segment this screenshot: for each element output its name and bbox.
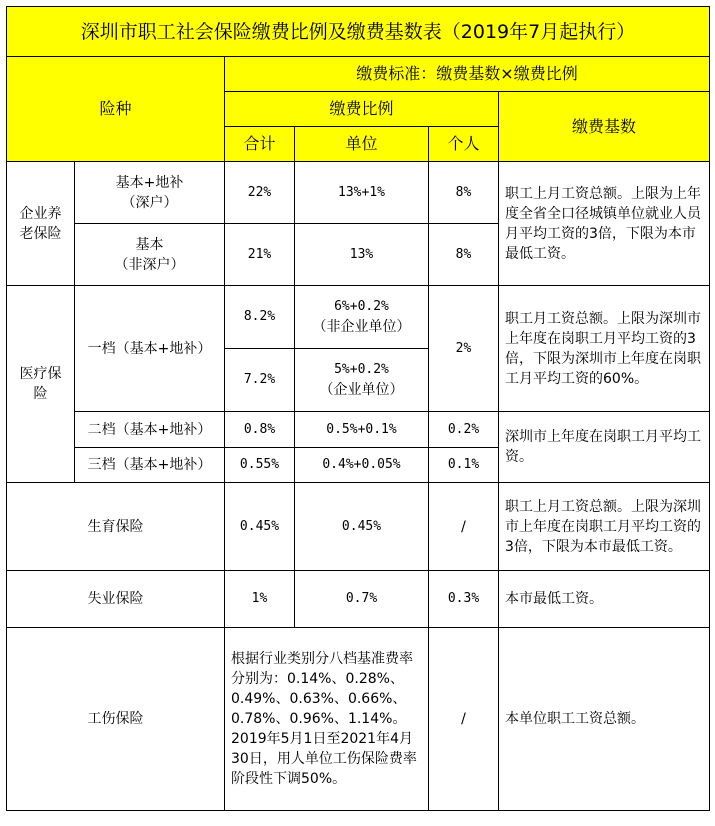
pension-2-total: 21% xyxy=(225,224,295,286)
pension-label-line2: 老保险 xyxy=(19,225,62,242)
total-header: 合计 xyxy=(225,127,295,162)
standard-header: 缴费标准：缴费基数×缴费比例 xyxy=(225,57,710,92)
pension-label xyxy=(7,162,75,286)
injury-label: 工伤保险 xyxy=(7,628,225,811)
pension-sub-2 xyxy=(75,224,225,286)
medical-tier1-r2-total: 7.2% xyxy=(225,349,295,412)
medical-tier1-r2-employer-line2: （企业单位） xyxy=(319,382,404,398)
medical-tier1-label: 一档（基本+地补） xyxy=(75,286,225,412)
maternity-employer: 0.45% xyxy=(295,483,429,571)
table-title: 深圳市职工社会保险缴费比例及缴费基数表（2019年7月起执行） xyxy=(7,7,710,57)
injury-base: 本单位职工工资总额。 xyxy=(499,628,710,811)
injury-individual: / xyxy=(429,628,499,811)
maternity-total: 0.45% xyxy=(225,483,295,571)
medical-tier1-r1-employer-line2: （非企业单位） xyxy=(312,319,411,335)
medical-tier23-base: 深圳市上年度在岗职工月平均工资。 xyxy=(499,412,710,483)
employer-header: 单位 xyxy=(295,127,429,162)
individual-header: 个人 xyxy=(429,127,499,162)
header-row-1 xyxy=(7,57,710,92)
injury-ratio-text: 根据行业类别分八档基准费率分别为：0.14%、0.28%、0.49%、0.63%、0.66%、0.78%、0.96%、1.14%。2019年5月1日至2021年4月30日，用人单位工伤保险费率阶段性下调50%。 xyxy=(225,628,429,811)
pension-1-employer: 13%+1% xyxy=(295,162,429,224)
base-header: 缴费基数 xyxy=(499,92,710,162)
unemployment-individual: 0.3% xyxy=(429,571,499,628)
medical-tier1-r2-employer-line1: 5%+0.2% xyxy=(334,362,389,377)
maternity-individual: / xyxy=(429,483,499,571)
pension-base: 职工上月工资总额。上限为上年度全省全口径城镇单位就业人员月平均工资的3倍，下限为本市最低工资。 xyxy=(499,162,710,286)
medical-tier2-employer: 0.5%+0.1% xyxy=(295,412,429,448)
medical-tier2-label: 二档（基本+地补） xyxy=(75,412,225,448)
pension-label-line1: 企业养 xyxy=(19,205,62,222)
medical-tier1-individual: 2% xyxy=(429,286,499,412)
medical-tier3-label: 三档（基本+地补） xyxy=(75,448,225,483)
pension-1-total: 22% xyxy=(225,162,295,224)
maternity-row xyxy=(7,483,710,571)
medical-tier1-r1-employer-line1: 6%+0.2% xyxy=(334,299,389,314)
ratio-header: 缴费比例 xyxy=(225,92,499,127)
injury-row xyxy=(7,628,710,811)
contribution-table xyxy=(6,6,710,811)
medical-label xyxy=(7,286,75,483)
medical-tier3-total: 0.55% xyxy=(225,448,295,483)
maternity-base: 职工上月工资总额。上限为深圳市上年度在岗职工月平均工资的3倍，下限为本市最低工资。 xyxy=(499,483,710,571)
insurance-type-header: 险种 xyxy=(7,57,225,162)
maternity-label: 生育保险 xyxy=(7,483,225,571)
unemployment-base: 本市最低工资。 xyxy=(499,571,710,628)
pension-sub-1 xyxy=(75,162,225,224)
medical-tier3-individual: 0.1% xyxy=(429,448,499,483)
unemployment-label: 失业保险 xyxy=(7,571,225,628)
pension-sub-1-line1: 基本+地补 xyxy=(115,174,184,191)
unemployment-employer: 0.7% xyxy=(295,571,429,628)
pension-sub-1-line2: （深户） xyxy=(121,194,178,211)
contribution-table-container xyxy=(6,6,709,822)
medical-tier1-r1-total: 8.2% xyxy=(225,286,295,349)
unemployment-total: 1% xyxy=(225,571,295,628)
medical-tier2-individual: 0.2% xyxy=(429,412,499,448)
pension-2-employer: 13% xyxy=(295,224,429,286)
pension-row-1 xyxy=(7,162,710,224)
pension-2-individual: 8% xyxy=(429,224,499,286)
pension-1-individual: 8% xyxy=(429,162,499,224)
title-row xyxy=(7,7,710,57)
pension-sub-2-line1: 基本 xyxy=(135,236,164,253)
medical-tier1-r1-employer xyxy=(295,286,429,349)
medical-tier2-row xyxy=(7,412,710,448)
medical-tier1-base: 职工月工资总额。上限为深圳市上年度在岗职工月平均工资的3倍，下限为深圳市上年度在岗职工月平均工资的60%。 xyxy=(499,286,710,412)
medical-tier2-total: 0.8% xyxy=(225,412,295,448)
medical-tier3-employer: 0.4%+0.05% xyxy=(295,448,429,483)
medical-tier1-r2-employer xyxy=(295,349,429,412)
unemployment-row xyxy=(7,571,710,628)
pension-sub-2-line2: （非深户） xyxy=(114,256,185,273)
medical-tier1-row-1 xyxy=(7,286,710,349)
medical-label-line1: 医疗保 xyxy=(19,366,62,382)
medical-label-line2: 险 xyxy=(33,386,48,402)
